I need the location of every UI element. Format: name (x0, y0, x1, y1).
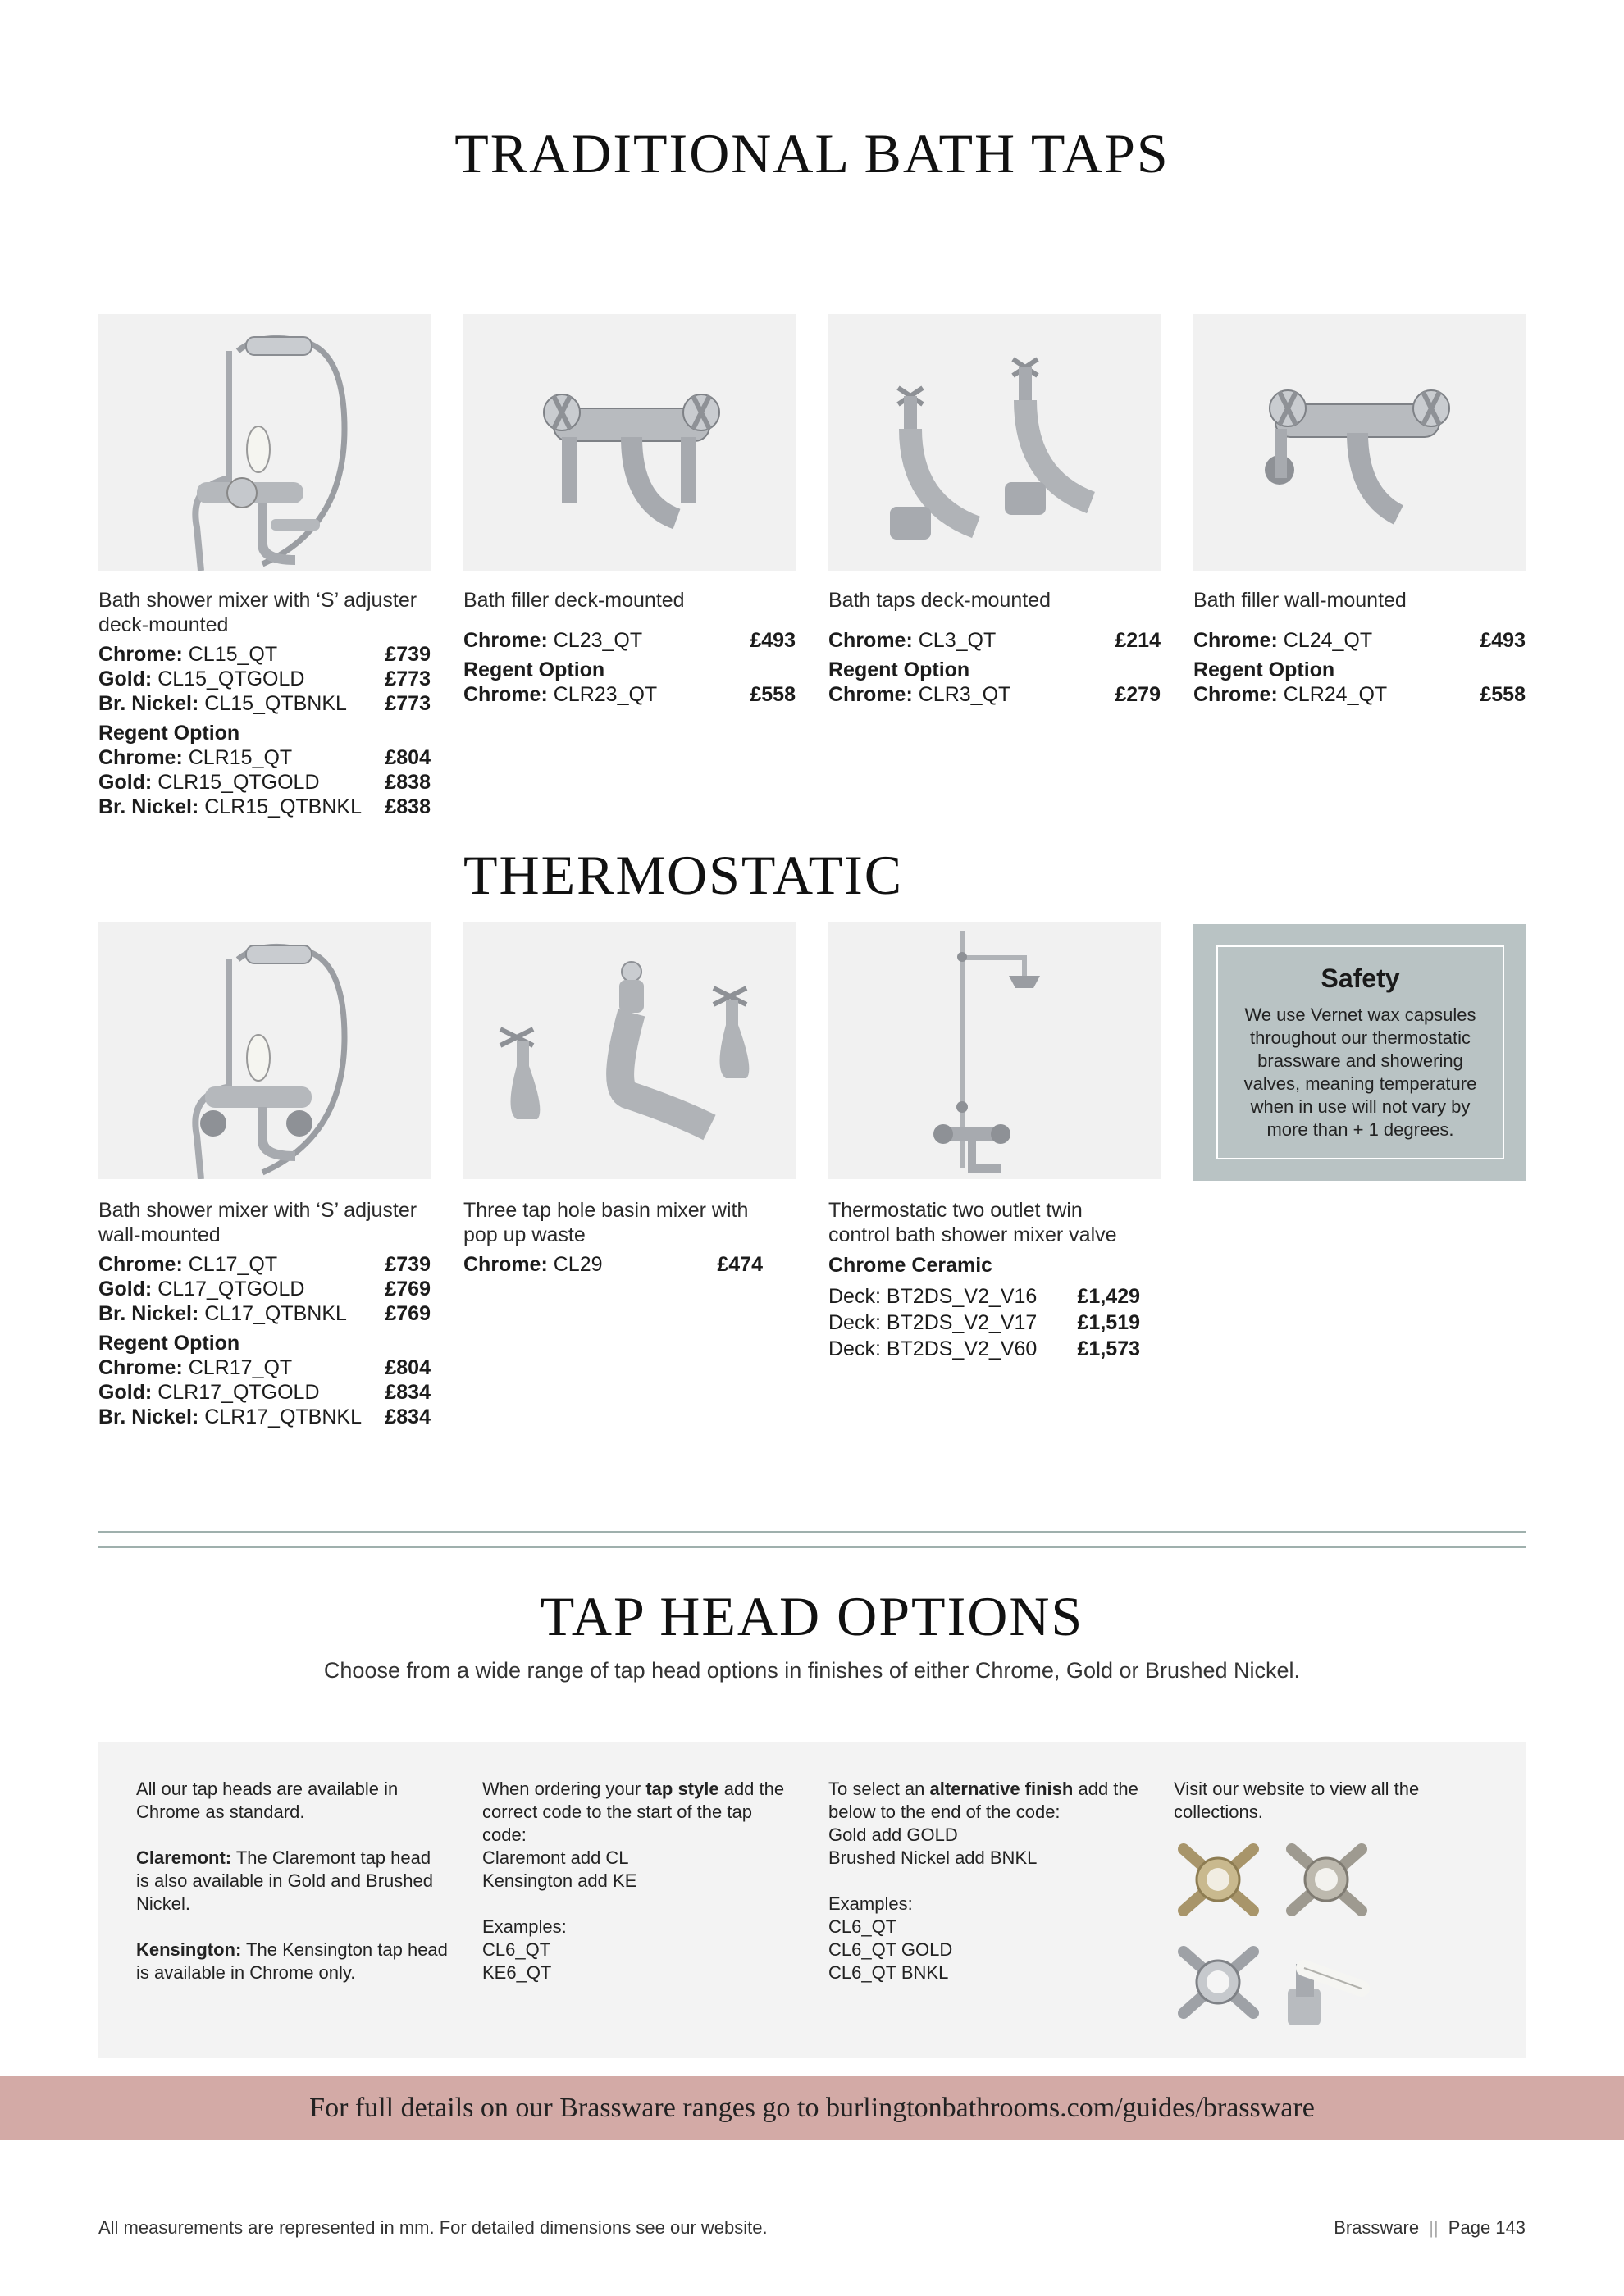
product-code: CLR17_QTBNKL (204, 1405, 362, 1428)
finish-label: Gold: (98, 771, 153, 794)
product-title: Bath shower mixer with ‘S’ adjuster wall-mounted (98, 1199, 417, 1246)
price: £279 (1115, 683, 1161, 706)
gold-tap-head-image (1171, 1837, 1266, 1923)
kensington-note (136, 1938, 448, 1984)
price-row (463, 1252, 763, 1277)
product-code: CLR15_QTGOLD (157, 771, 320, 794)
finish-instruction (828, 1778, 1140, 1824)
price: £474 (717, 1253, 763, 1276)
product-code: CLR3_QT (918, 683, 1011, 706)
footer-section: Brassware (1334, 2217, 1420, 2238)
price-row (98, 667, 431, 691)
product-title: Bath filler wall-mounted (1193, 589, 1407, 612)
price: £769 (385, 1278, 431, 1301)
chrome-tap-head-image (1171, 1939, 1266, 2025)
text-fragment: To select an (828, 1779, 930, 1799)
tap-head-col-website (1174, 1778, 1485, 1824)
price: £773 (385, 667, 431, 690)
finish-label: Chrome: (1193, 629, 1278, 652)
kensington-code: Kensington add KE (482, 1870, 637, 1891)
price-row (98, 1252, 431, 1277)
product-code: CL3_QT (918, 629, 997, 652)
brushed-nickel-tap-head-image (1280, 1837, 1374, 1923)
examples-label: Examples: (482, 1916, 567, 1937)
safety-box (1193, 924, 1526, 1181)
price: £1,573 (1077, 1337, 1140, 1360)
price-row (828, 1336, 1140, 1362)
claremont-note (136, 1847, 448, 1916)
bath-taps-deck-image (828, 314, 1161, 571)
bath-shower-mixer-wall-image (98, 922, 431, 1179)
brassware-banner (0, 2076, 1624, 2140)
finish-label: Br. Nickel: (98, 692, 199, 715)
product-card (828, 1198, 1140, 1362)
example-code: CL6_QT BNKL (828, 1962, 949, 1983)
price: £769 (385, 1302, 431, 1325)
tap-style-label: tap style (645, 1779, 719, 1799)
price: £773 (385, 692, 431, 715)
price-row (98, 1277, 431, 1301)
price-row (98, 642, 431, 667)
finish-label: Chrome: (98, 1356, 183, 1379)
product-code: CL15_QT (188, 643, 278, 666)
price: £493 (750, 629, 796, 652)
price: £558 (750, 683, 796, 706)
price: £838 (385, 795, 431, 818)
product-code: CL24_QT (1283, 629, 1373, 652)
price-row (98, 1301, 431, 1326)
finish-label: Chrome: (828, 683, 913, 706)
product-code: Deck: BT2DS_V2_V17 (828, 1311, 1038, 1334)
finish-label: Br. Nickel: (98, 1302, 199, 1325)
product-code: CL15_QTBNKL (204, 692, 347, 715)
tap-head-intro: Choose from a wide range of tap head options in finishes of either Chrome, Gold or Brushed Nickel. (323, 1658, 1301, 1683)
finish-label: Chrome: (1193, 683, 1278, 706)
finish-label: Chrome: (98, 643, 183, 666)
page-title: TRADITIONAL BATH TAPS (454, 122, 1170, 184)
product-code: CLR17_QTGOLD (157, 1381, 320, 1404)
price: £1,519 (1077, 1311, 1140, 1334)
claremont-text: The Claremont tap head is also available in Gold and Brushed Nickel. (136, 1847, 434, 1914)
footer-note: All measurements are represented in mm. For detailed dimensions see our website. (98, 2217, 768, 2238)
product-code: CL17_QTBNKL (204, 1302, 347, 1325)
finish-label: Chrome: (463, 629, 548, 652)
product-card (1193, 588, 1526, 707)
price-row (463, 682, 796, 707)
price: £804 (385, 746, 431, 769)
product-card (463, 588, 796, 707)
price-row (98, 1405, 431, 1429)
price: £804 (385, 1356, 431, 1379)
product-card (463, 1198, 763, 1277)
text-fragment: When ordering your (482, 1779, 646, 1799)
regent-option-label: Regent Option (98, 1332, 240, 1355)
finish-label: Chrome: (98, 1253, 183, 1276)
finish-label: Br. Nickel: (98, 795, 199, 818)
product-code: CL15_QTGOLD (157, 667, 305, 690)
bath-filler-wall-image (1193, 314, 1526, 571)
finish-group-label: Chrome Ceramic (828, 1254, 993, 1277)
regent-option-label: Regent Option (1193, 658, 1335, 681)
text-fragment: add the correct code to the start of the tap code: (482, 1779, 785, 1845)
finish-label: Gold: (98, 1278, 153, 1301)
kensington-label: Kensington: (136, 1939, 242, 1960)
product-code: CL17_QTGOLD (157, 1278, 305, 1301)
finish-label: Gold: (98, 1381, 153, 1404)
price-row (98, 770, 431, 795)
brushed-nickel-code: Brushed Nickel add BNKL (828, 1847, 1038, 1868)
product-card (98, 1198, 431, 1429)
product-code: CLR23_QT (553, 683, 658, 706)
bath-shower-mixer-deck-image (98, 314, 431, 571)
lever-tap-head-image (1280, 1939, 1374, 2025)
bath-filler-deck-image (463, 314, 796, 571)
finish-label: Br. Nickel: (98, 1405, 199, 1428)
tap-style-instruction (482, 1778, 794, 1847)
price-row (98, 795, 431, 819)
example-code: KE6_QT (482, 1962, 552, 1983)
example-code: CL6_QT (828, 1916, 897, 1937)
product-code: CL23_QT (553, 629, 643, 652)
divider-bottom (98, 1546, 1526, 1548)
product-title: Three tap hole basin mixer with pop up waste (463, 1199, 749, 1246)
price: £739 (385, 1253, 431, 1276)
tap-head-col-standard (136, 1778, 448, 2007)
price: £214 (1115, 629, 1161, 652)
price-row (828, 628, 1161, 653)
product-code: Deck: BT2DS_V2_V16 (828, 1285, 1038, 1308)
section-title-thermostatic: THERMOSTATIC (463, 844, 904, 906)
product-code: CLR15_QT (188, 746, 293, 769)
finish-label: Chrome: (463, 683, 548, 706)
finish-label: Chrome: (828, 629, 913, 652)
product-code: CL17_QT (188, 1253, 278, 1276)
product-code: CLR17_QT (188, 1356, 293, 1379)
price: £834 (385, 1381, 431, 1404)
price-row (98, 745, 431, 770)
product-title: Bath shower mixer with ‘S’ adjuster deck-mounted (98, 589, 417, 636)
product-card (828, 588, 1161, 707)
finish-label: Chrome: (98, 746, 183, 769)
price: £739 (385, 643, 431, 666)
footer-page-info (1334, 2217, 1526, 2239)
footer-separator: || (1429, 2217, 1439, 2238)
product-title: Bath taps deck-mounted (828, 589, 1051, 612)
safety-text: We use Vernet wax capsules throughout our thermostatic brassware and showering valves, meaning temperature when in use will not vary by more than + 1 degrees. (1243, 1004, 1477, 1140)
product-code: CLR15_QTBNKL (204, 795, 362, 818)
price: £1,429 (1077, 1285, 1140, 1308)
standard-note: All our tap heads are available in Chrome as standard. (136, 1779, 399, 1822)
tap-head-col-style (482, 1778, 794, 1984)
price: £558 (1480, 683, 1526, 706)
price-row (98, 691, 431, 716)
regent-option-label: Regent Option (828, 658, 970, 681)
finish-label: Gold: (98, 667, 153, 690)
examples-label: Examples: (828, 1893, 913, 1914)
gold-code: Gold add GOLD (828, 1824, 958, 1845)
product-code: Deck: BT2DS_V2_V60 (828, 1337, 1038, 1360)
price-row (1193, 682, 1526, 707)
claremont-label: Claremont: (136, 1847, 232, 1868)
kensington-text: The Kensington tap head is available in Chrome only. (136, 1939, 448, 1983)
section-title-tap-head: TAP HEAD OPTIONS (540, 1585, 1084, 1647)
claremont-code: Claremont add CL (482, 1847, 629, 1868)
divider-top (98, 1531, 1526, 1533)
price: £838 (385, 771, 431, 794)
tap-head-col-finish (828, 1778, 1140, 1984)
product-title: Bath filler deck-mounted (463, 589, 685, 612)
price-row (1193, 628, 1526, 653)
banner-text[interactable]: For full details on our Brassware ranges go to burlingtonbathrooms.com/guides/brassware (309, 2093, 1315, 2123)
page-number: Page 143 (1448, 2217, 1526, 2238)
price-row (98, 1380, 431, 1405)
alternative-finish-label: alternative finish (929, 1779, 1074, 1799)
regent-option-label: Regent Option (463, 658, 605, 681)
safety-frame (1216, 945, 1504, 1159)
price-row (828, 682, 1161, 707)
example-code: CL6_QT GOLD (828, 1939, 953, 1960)
product-card (98, 588, 431, 819)
price-row (463, 628, 796, 653)
product-code: CLR24_QT (1283, 683, 1388, 706)
example-code: CL6_QT (482, 1939, 551, 1960)
product-title: Thermostatic two outlet twin control bath shower mixer valve (828, 1199, 1117, 1246)
product-code: CL29 (553, 1253, 603, 1276)
thermostatic-shower-valve-image (828, 922, 1161, 1179)
regent-option-label: Regent Option (98, 722, 240, 745)
price: £493 (1480, 629, 1526, 652)
text-fragment: add the below to the end of the code: (828, 1779, 1138, 1822)
price: £834 (385, 1405, 431, 1428)
three-tap-basin-mixer-image (463, 922, 796, 1179)
safety-title: Safety (1321, 963, 1400, 993)
price-row (98, 1355, 431, 1380)
price-row (828, 1283, 1140, 1310)
finish-label: Chrome: (463, 1253, 548, 1276)
price-row (828, 1310, 1140, 1336)
website-note: Visit our website to view all the collections. (1174, 1779, 1420, 1822)
